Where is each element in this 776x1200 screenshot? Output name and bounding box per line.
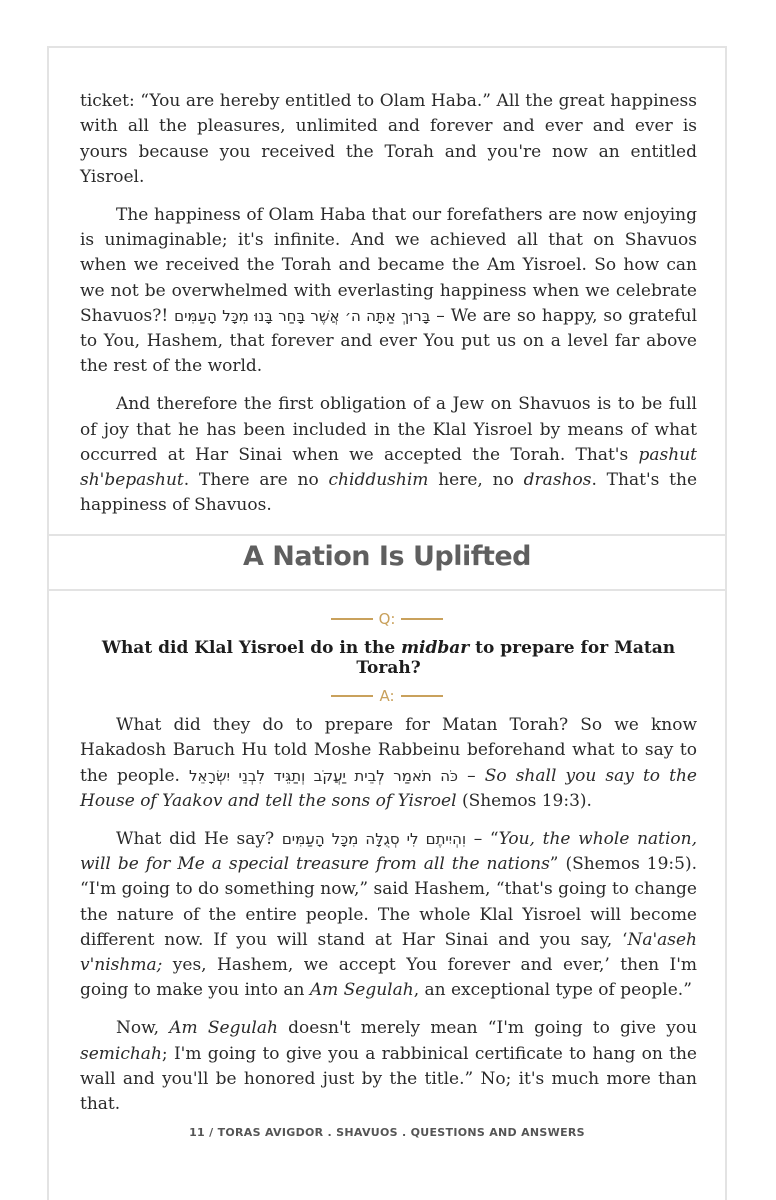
answer-2-italic-3: Am Segulah (309, 980, 414, 1001)
paragraph-3-text-b: . There are no (183, 470, 329, 491)
answer-1-text-a: What did they do to prepare for Matan Torah? So we know Hakadosh Baruch Hu told Moshe Rabbeinu beforehand what to say to the people. (80, 715, 697, 786)
question-label-text: Q: (378, 610, 396, 628)
answer-2-text-a: What did He say? (116, 828, 282, 849)
hebrew-verse-1: כֹּה תֹאמַר לְבֵית יַעֲקֹב וְתַגֵּיד לִבְנֵי יִשְׂרָאֵל (189, 766, 458, 785)
paragraph-1 (80, 89, 697, 190)
answer-2-dash: – “ (466, 828, 499, 849)
question-text (80, 638, 697, 678)
section-divider-bottom (48, 589, 726, 591)
answer-2-italic: You, the whole nation, will be for Me a special treasure from all the nations (80, 828, 698, 874)
question-text-a: What did Klal Yisroel do in the (101, 638, 402, 658)
top-text-block (80, 89, 697, 531)
paragraph-1-text: ticket: “You are hereby entitled to Olam Haba.” All the great happiness with all the pleasures, unlimited and forever and ever and ever is yours because you received the Torah and you're now an entitled Yisroel. (80, 91, 697, 187)
page-footer: 11 / TORAS AVIGDOR . SHAVUOS . QUESTIONS AND ANSWERS (189, 1126, 585, 1139)
answer-3-text-b: doesn't merely mean “I'm going to give you (277, 1018, 698, 1039)
answer-label-text: A: (379, 687, 395, 705)
answer-2-text-c: yes, Hashem, we accept You forever and ever,’ then I'm going to make you into an (80, 955, 697, 1001)
paragraph-3-italic-1: pashut sh'bepashut (80, 444, 697, 491)
section-title: A Nation Is Uplifted (242, 541, 531, 572)
answer-3-italic-1: Am Segulah (169, 1018, 278, 1039)
answer-paragraph-2 (80, 827, 697, 1004)
paragraph-3-text-a: And therefore the first obligation of a Jew on Shavuos is to be full of joy that he has been included in the Klal Yisroel by means of what occurred at Har Sinai when we accepted the Torah. That's (80, 394, 697, 465)
answer-3-italic-2: semichah (80, 1043, 162, 1064)
hebrew-blessing: בָּרוּךְ אַתָּה ה׳ אֲשֶׁר בָּחַר בָּנוּ מִכָּל הָעַמִּים (174, 306, 431, 325)
question-rule-left (331, 618, 373, 620)
paragraph-3-text-d: . That's the happiness of Shavuos. (80, 470, 698, 516)
answer-text-block (80, 713, 697, 1130)
answer-paragraph-1 (80, 713, 697, 814)
answer-label (48, 687, 726, 705)
paragraph-2-text-b: – We are so happy, so grateful to You, Hashem, that forever and ever You put us on a level far above the rest of the world. (80, 305, 698, 377)
answer-3-text-c: ; I'm going to give you a rabbinical certificate to hang on the wall and you'll be honored just by the title.” No; it's much more than that. (80, 1043, 697, 1115)
answer-3-text-a: Now, (116, 1018, 170, 1039)
section-divider-top (48, 534, 726, 536)
answer-1-text-b: (Shemos 19:3). (456, 790, 592, 811)
answer-rule-left (331, 695, 373, 697)
paragraph-2-text-a: The happiness of Olam Haba that our forefathers are now enjoying is unimaginable; it's infinite. And we achieved all that on Shavuos when we received the Torah and became the Am Yisroel. So how can we not be overwhelmed with everlasting happiness when we celebrate Shavuos?! (80, 204, 697, 326)
paragraph-3 (80, 392, 697, 518)
paragraph-3-text-c: here, no (428, 470, 524, 491)
answer-paragraph-3 (80, 1016, 697, 1117)
hebrew-verse-2: וִהְיִיתֶם לִי סְגֻלָּה מִכָּל הָעַמִּים (281, 829, 467, 848)
answer-1-dash: – (458, 765, 485, 786)
answer-1-italic: So shall you say to the House of Yaakov and tell the sons of Yisroel (80, 765, 697, 811)
answer-2-text-b: ” (Shemos 19:5). “I'm going to do something now,” said Hashem, “that's going to change the nature of the entire people. The whole Klal Yisroel will become different now. If you will stand at Har Sinai and you say, ‘ (80, 853, 697, 950)
paragraph-2 (80, 203, 697, 380)
answer-rule-right (401, 695, 443, 697)
paragraph-3-italic-3: drashos (523, 470, 592, 491)
question-italic: midbar (401, 638, 470, 658)
question-rule-right (401, 618, 443, 620)
paragraph-3-italic-2: chiddushim (328, 470, 429, 491)
answer-2-italic-2: Na'aseh v'nishma; (80, 929, 697, 976)
answer-2-text-d: , an exceptional type of people.” (413, 980, 692, 1001)
question-text-b: to prepare for Matan Torah? (356, 638, 676, 678)
question-label (48, 610, 726, 628)
